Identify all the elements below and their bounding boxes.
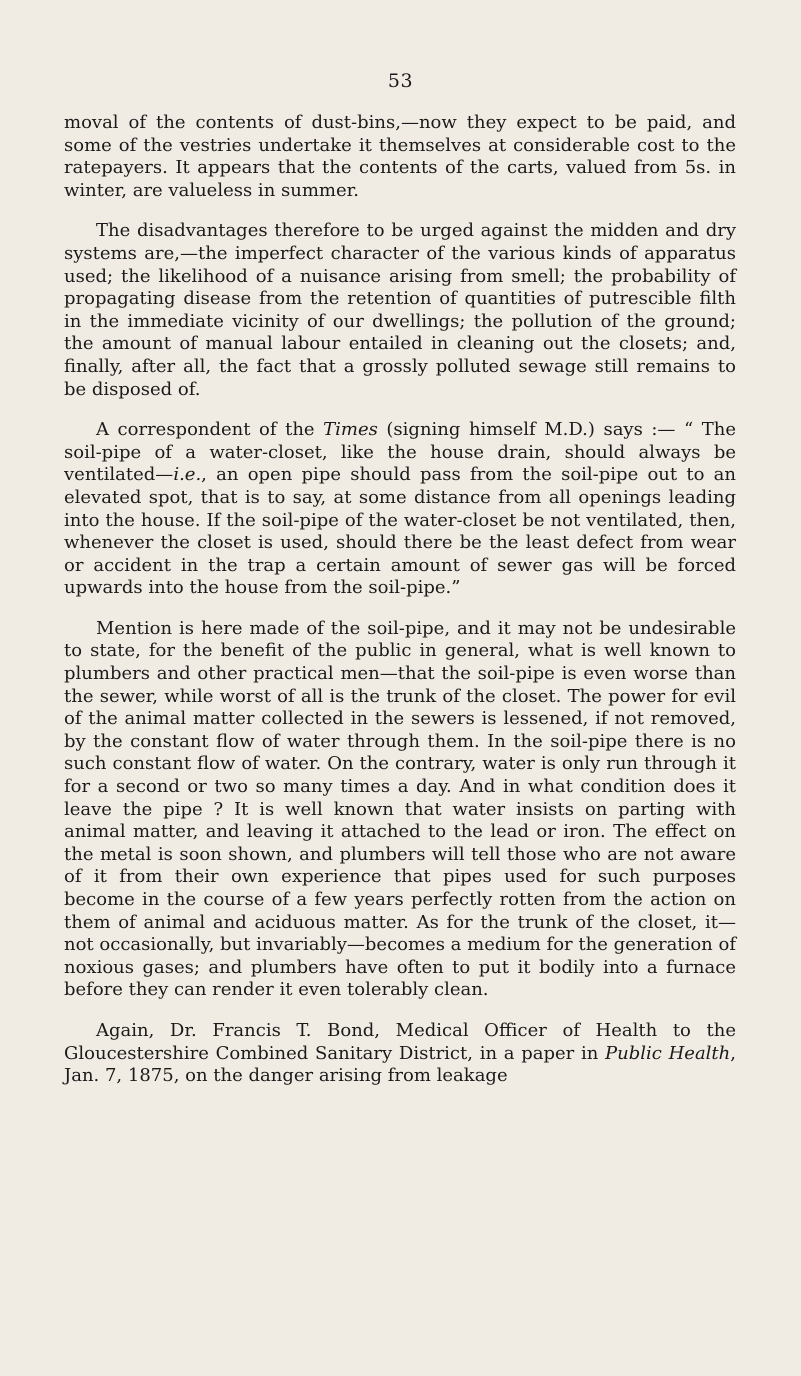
italic-abbreviation: i.e. bbox=[173, 464, 202, 486]
paragraph-times-correspondent: A correspondent of the Times (signing himself M.D.) says :— “ The soil-pipe of a water-closet, like the house drain, should always be ventilated—i.e., an open pipe should pass from the soil-pipe out to an elevated spot, that is to say, at some distance from all openings leading into the house. If the soil-pipe of the water-closet be not ventilated, then, whenever the closet is used, should there be the least defect from wear or accident in the trap a certain amount of sewer gas will be forced upwards into the house from the soil-pipe.” bbox=[64, 419, 736, 599]
paragraph-disadvantages: The disadvantages therefore to be urged against the midden and dry systems are,—the imperfect character of the various kinds of apparatus used; the likelihood of a nuisance arising from smell; the probability of propagating disease from the retention of quantities of putrescible filth in the immediate vicinity of our dwellings; the pollution of the ground; the amount of manual labour entailed in cleaning out the closets; and, finally, after all, the fact that a grossly polluted sewage still remains to be disposed of. bbox=[64, 220, 736, 400]
italic-newspaper-title: Times bbox=[323, 419, 378, 441]
paragraph-dr-bond: Again, Dr. Francis T. Bond, Medical Officer of Health to the Gloucestershire Combined Sanitary District, in a paper in Public Health, Jan. 7, 1875, on the danger arising from leakage bbox=[64, 1019, 736, 1087]
paragraph-dust-bins: moval of the contents of dust-bins,—now they expect to be paid, and some of the vestries undertake it themselves at considerable cost to the ratepayers. It appears that the contents of the carts, valued from 5s. in winter, are valueless in summer. bbox=[64, 112, 736, 201]
paragraph-soil-pipe: Mention is here made of the soil-pipe, and it may not be undesirable to state, for the benefit of the public in general, what is well known to plumbers and other practical men—that the soil-pipe is even worse than the sewer, while worst of all is the trunk of the closet. The power for evil of the animal matter collected in the sewers is lessened, if not removed, by the constant flow of water through them. In the soil-pipe there is no such constant flow of water. On the contrary, water is only run through it for a second or two so many times a day. And in what condition does it leave the pipe ? It is well known that water insists on parting with animal matter, and leaving it attached to the lead or iron. The effect on the metal is soon shown, and plumbers will tell those who are not aware of it from their own experience that pipes used for such purposes become in the course of a few years perfectly rotten from the action on them of animal and aciduous matter. As for the trunk of the closet, it—not occasionally, but invariably—becomes a medium for the generation of noxious gases; and plumbers have often to put it bodily into a furnace before they can render it even tolerably clean. bbox=[64, 617, 736, 1001]
italic-journal-title: Public Health bbox=[605, 1042, 731, 1064]
page-number: 53 bbox=[387, 70, 414, 92]
body-text bbox=[64, 112, 736, 1106]
